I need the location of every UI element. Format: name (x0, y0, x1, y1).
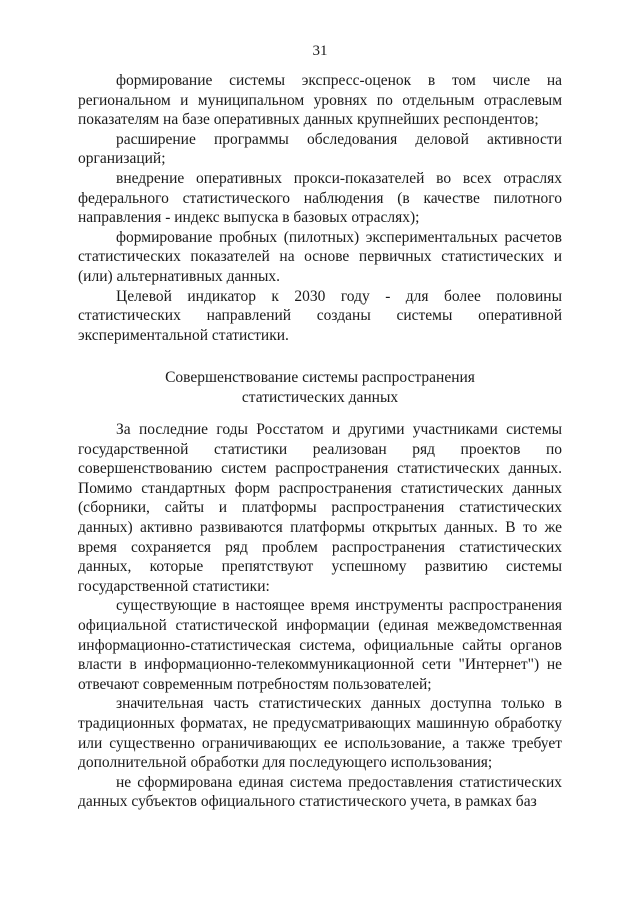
paragraph: формирование пробных (пилотных) экспериментальных расчетов статистических показателей на основе первичных статистических и (или) альтернативных данных. (78, 228, 562, 285)
paragraph: внедрение оперативных прокси-показателей во всех отраслях федерального статистического наблюдения (в качестве пилотного направления - индекс выпуска в базовых отраслях); (78, 169, 562, 227)
paragraph: За последние годы Росстатом и другими участниками системы государственной статистики реализован ряд проектов по совершенствованию систем распространения статистических данных. Помимо стандартных форм распространения статистических данных (сборники, сайты и платформы распространения статистических данных) активно развиваются платформы открытых данных. В то же время сохраняется ряд проблем распространения статистических данных, которые препятствуют успешному развитию системы государственной статистики: (78, 421, 562, 595)
paragraph: Целевой индикатор к 2030 году - для более половины статистических направлений созданы системы оперативной экспериментальной статистики. (78, 287, 562, 344)
top-text-block (78, 71, 562, 345)
bottom-text-block (78, 420, 562, 812)
paragraph: не сформирована единая система предоставления статистических данных субъектов официального статистического учета, в рамках баз (78, 773, 562, 811)
page-number: 31 (312, 43, 328, 59)
paragraph: значительная часть статистических данных доступна только в традиционных форматах, не предусматривающих машинную обработку или существенно ограничивающих ее использование, а также требует дополнительной обработки для последующего использования; (78, 695, 562, 772)
paragraph: формирование системы экспресс-оценок в том числе на региональном и муниципальном уровнях по отдельным отраслевым показателям на базе оперативных данных крупнейших респондентов; (78, 72, 562, 129)
paragraph: существующие в настоящее время инструменты распространения официальной статистической информации (единая межведомственная информационно-статистическая система, официальные сайты органов власти в информационно-телекоммуникационной сети "Интернет") не отвечают современным потребностям пользователей; (78, 597, 562, 693)
paragraph: расширение программы обследования деловой активности организаций; (78, 130, 562, 168)
section-heading (78, 368, 562, 407)
section-heading-line: статистических данных (241, 388, 399, 406)
section-heading-line: Совершенствование системы распространения (165, 369, 475, 386)
